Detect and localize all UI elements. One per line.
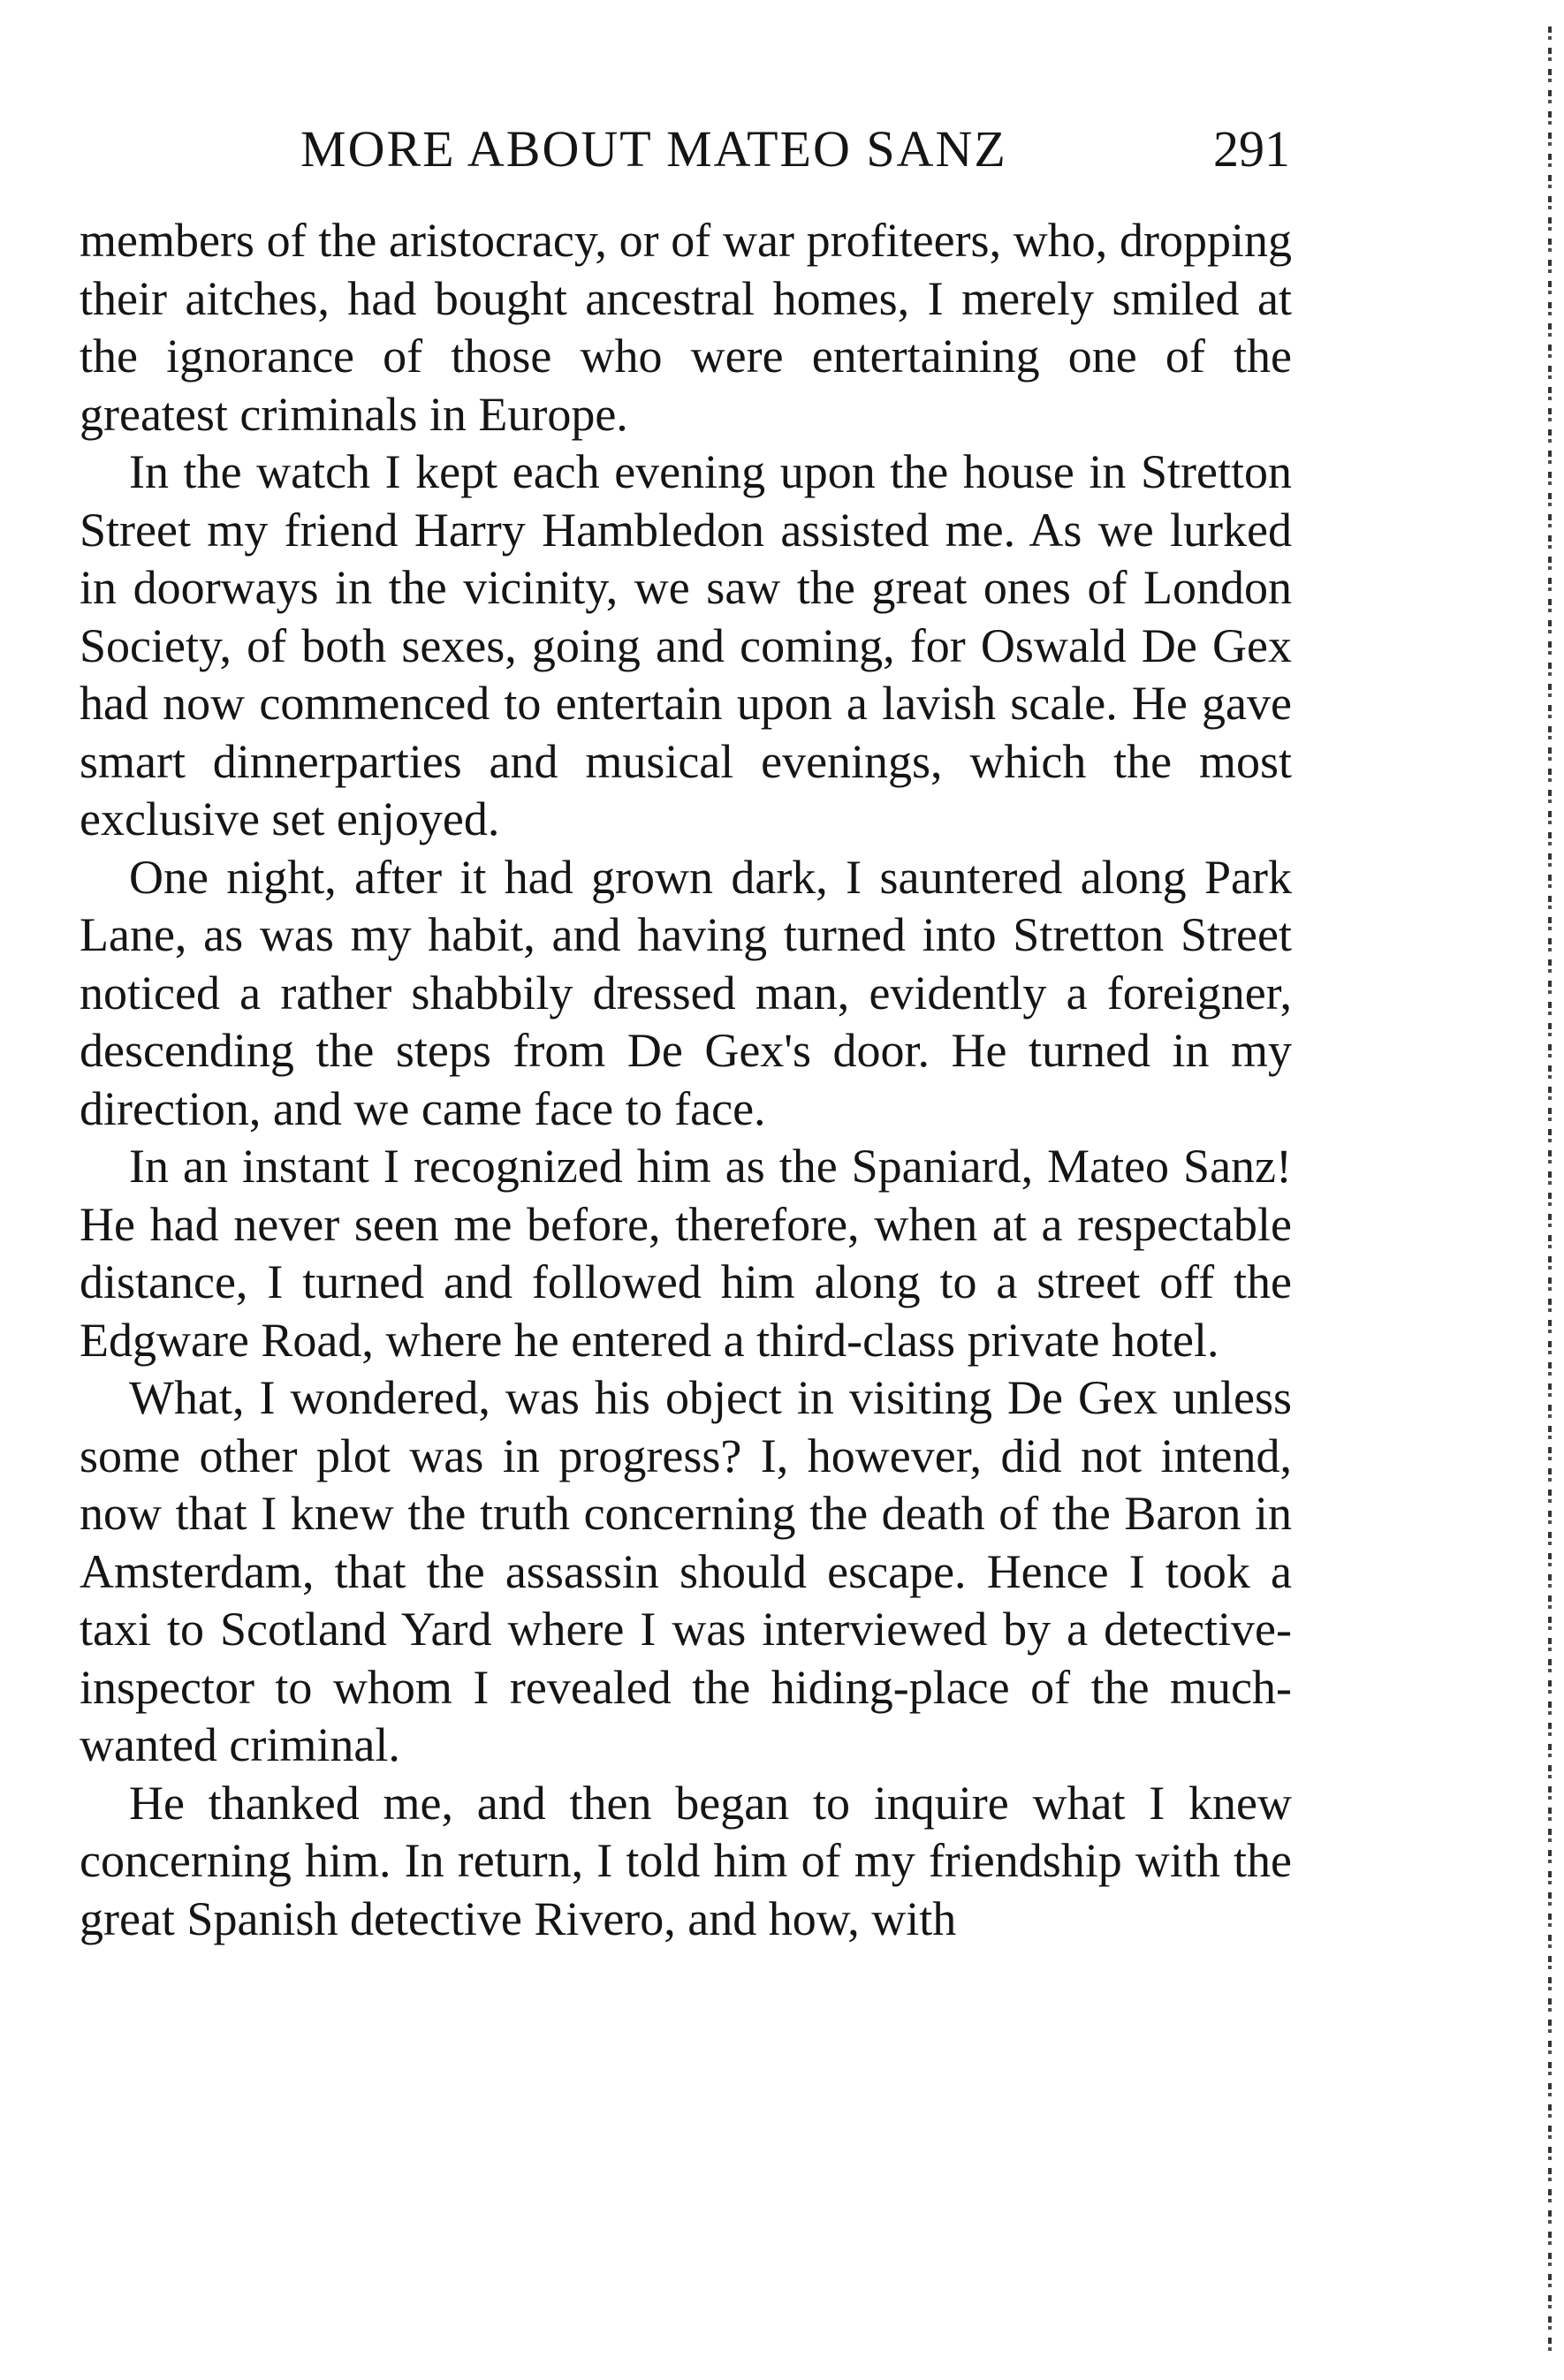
page-edge-line (1548, 27, 1552, 2359)
body-text (80, 212, 1292, 1948)
running-header (300, 119, 1299, 190)
running-title: MORE ABOUT MATEO SANZ (300, 120, 1007, 178)
paragraph-last: He thanked me, and then began to inquire what I knew concerning him. In return, I told him of my friendship with the great Spanish detective Rivero, and how, with (80, 1776, 1292, 1945)
paragraph: One night, after it had grown dark, I sauntered along Park Lane, as was my habit, and having turned into Stretton Street noticed a rather shabbily dressed man, evidently a foreigner, descending the steps from De Gex's door. He turned in my direction, and we came face to face. (80, 850, 1292, 1135)
paragraph-continued: members of the aristocracy, or of war profiteers, who, dropping their aitches, had bought ancestral homes, I merely smiled at the ignorance of those who were entertaining one of the greatest criminals in Europe. (80, 214, 1292, 441)
page-number: 291 (1213, 120, 1290, 178)
page-edge-scan-artifact (1522, 0, 1564, 2380)
paragraph: In the watch I kept each evening upon the house in Stretton Street my friend Harry Hambledon assisted me. As we lurked in doorways in the vicinity, we saw the great ones of London Society, of both sexes, going and coming, for Oswald De Gex had now commenced to entertain upon a lavish scale. He gave smart dinnerparties and musical evenings, which the most exclusive set enjoyed. (80, 445, 1292, 845)
paragraph: In an instant I recognized him as the Spaniard, Mateo Sanz! He had never seen me before, therefore, when at a respectable distance, I turned and followed him along to a street off the Edgware Road, where he entered a third-class private hotel. (80, 1140, 1292, 1367)
paragraph: What, I wondered, was his object in visiting De Gex unless some other plot was in progress? I, however, did not intend, now that I knew the truth concerning the death of the Baron in Amsterdam, that the assassin should escape. Hence I took a taxi to Scotland Yard where I was interviewed by a detective-inspector to whom I revealed the hiding-place of the much-wanted criminal. (80, 1371, 1292, 1771)
